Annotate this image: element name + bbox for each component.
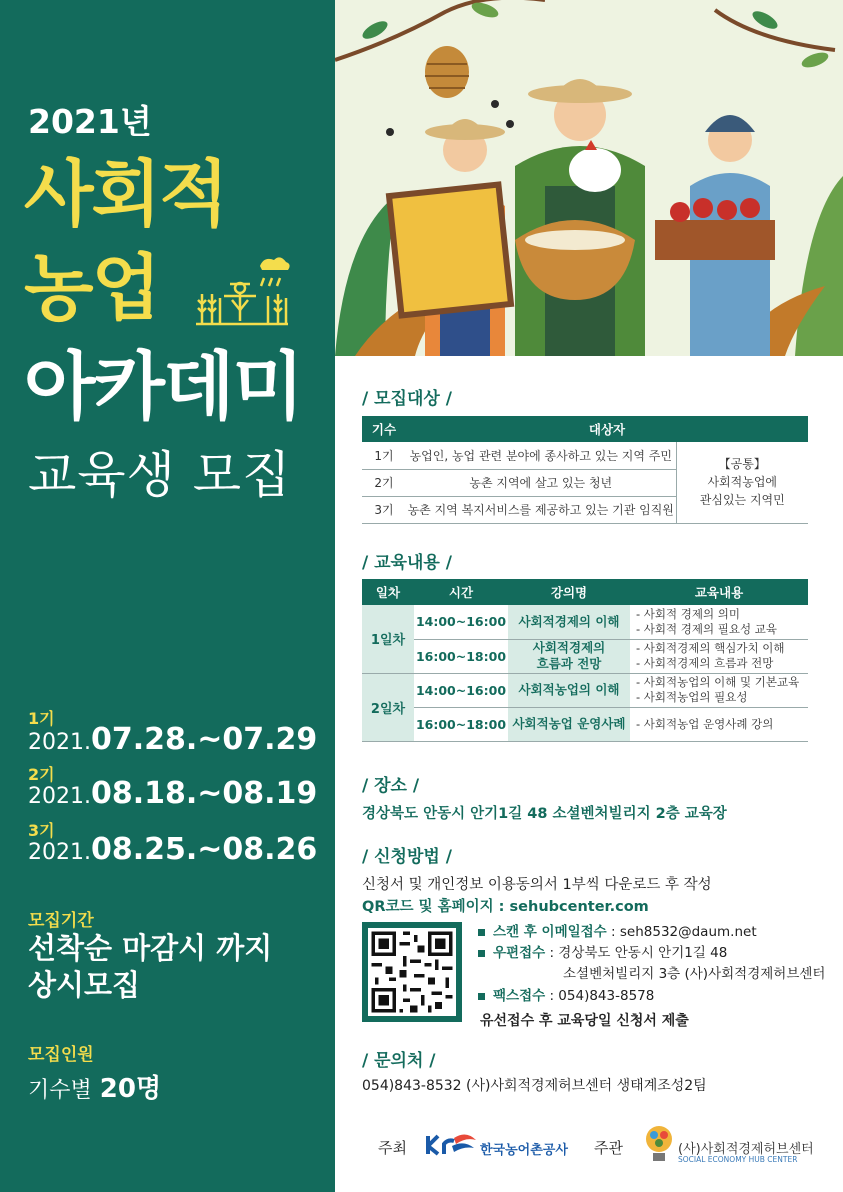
common-line-1: 사회적농업에 (707, 475, 778, 490)
count-value: 20명 (99, 1074, 162, 1104)
recruit-count (28, 1068, 161, 1105)
edu-desc-line: - 사회적경제의 흐름과 전망 (636, 656, 774, 670)
farmers-image (335, 0, 843, 356)
apply-website[interactable]: QR코드 및 홈페이지 : sehubcenter.com (362, 899, 649, 915)
bullet-icon (478, 929, 485, 936)
edu-desc-line: - 사회적농업의 필요성 (636, 690, 748, 704)
edu-desc-line: - 사회적농업 운영사례 강의 (636, 716, 774, 731)
period-label: 모집기간 (28, 911, 94, 931)
edu-desc-line: - 사회적 경제의 필요성 교육 (636, 621, 777, 636)
count-prefix: 기수별 (28, 1078, 92, 1103)
period-line-2: 상시모집 (28, 968, 141, 1002)
poster-year: 2021년 (28, 102, 152, 141)
target-no: 2기 (362, 469, 406, 496)
target-no: 3기 (362, 496, 406, 523)
qr-code[interactable] (362, 922, 462, 1022)
schedule-3-label: 3기 (28, 821, 55, 840)
farm-scarecrow-icon (190, 252, 294, 326)
edu-col-day: 일차 (362, 579, 414, 605)
apply-email-label: 스캔 후 이메일접수 (493, 924, 607, 940)
common-line-2: 관심있는 지역민 (699, 493, 785, 508)
edu-col-content: 교육내용 (630, 579, 808, 605)
edu-desc (630, 639, 808, 673)
krc-logo-icon (424, 1128, 478, 1162)
contact-heading: / 문의처 / (362, 1051, 436, 1071)
count-label: 모집인원 (28, 1045, 94, 1065)
schedule-2-date (28, 776, 317, 811)
schedule-2-label: 2기 (28, 765, 55, 784)
target-desc: 농촌 지역 복지서비스를 제공하고 있는 기관 임직원 (406, 496, 676, 523)
edu-lecture (508, 639, 630, 673)
target-common (676, 442, 808, 523)
schedule-1-label: 1기 (28, 709, 55, 728)
edu-lecture: 사회적농업 운영사례 (508, 707, 630, 741)
edu-lecture: 사회적농업의 이해 (508, 673, 630, 707)
edu-desc (630, 673, 808, 707)
qr-code-icon (368, 928, 456, 1016)
edu-day-1: 1일차 (362, 605, 414, 673)
apply-fax (478, 984, 654, 1004)
organizer-label: 주관 (594, 1139, 623, 1157)
apply-mail-label: 우편접수 (493, 945, 546, 961)
apply-instruction: 신청서 및 개인정보 이용동의서 1부씩 다운로드 후 작성 (362, 877, 712, 893)
place-address: 경상북도 안동시 안기1길 48 소셜벤처빌리지 2층 교육장 (362, 806, 727, 822)
target-desc: 농업인, 농업 관련 분야에 종사하고 있는 지역 주민 (406, 442, 676, 469)
bullet-icon (478, 993, 485, 1000)
apply-email (478, 920, 757, 940)
schedule-1-date (28, 722, 317, 757)
target-heading: / 모집대상 / (362, 389, 452, 409)
organizer-en: SOCIAL ECONOMY HUB CENTER (678, 1155, 798, 1164)
edu-lecture-line: 사회적경제의 (532, 639, 606, 655)
edu-desc (630, 605, 808, 639)
title-line-4: 교육생 모집 (28, 446, 292, 504)
table-row (362, 442, 808, 469)
apply-heading: / 신청방법 / (362, 847, 452, 867)
target-table (362, 416, 808, 524)
target-header-row (362, 416, 808, 442)
apply-note: 유선접수 후 교육당일 신청서 제출 (480, 1013, 689, 1029)
edu-lecture-line: 흐름과 전망 (536, 656, 602, 671)
host-name: 한국농어촌공사 (480, 1143, 568, 1158)
edu-desc-line: - 사회적농업의 이해 및 기본교육 (636, 675, 800, 690)
apply-mail-value: : 경상북도 안동시 안기1길 48 (545, 945, 728, 961)
table-row (362, 673, 808, 707)
edu-time: 16:00~18:00 (414, 707, 508, 741)
edu-header-row (362, 579, 808, 605)
period-line-1: 선착순 마감시 까지 (28, 931, 273, 965)
table-row (362, 707, 808, 741)
host-label: 주최 (378, 1139, 407, 1157)
table-row (362, 605, 808, 639)
schedule-1-year: 2021. (28, 730, 91, 755)
edu-lecture: 사회적경제의 이해 (508, 605, 630, 639)
schedule-3-year: 2021. (28, 840, 91, 865)
bullet-icon (478, 950, 485, 957)
hub-center-logo-icon (642, 1124, 676, 1164)
organizer-name: (사)사회적경제허브센터 (678, 1142, 814, 1157)
target-col-audience: 대상자 (406, 416, 808, 442)
title-line-3: 아카데미 (24, 344, 302, 430)
edu-heading: / 교육내용 / (362, 553, 452, 573)
target-col-term: 기수 (362, 416, 406, 442)
common-label: 【공통】 (718, 457, 766, 472)
edu-table (362, 579, 808, 742)
left-panel (0, 0, 335, 1192)
apply-email-value[interactable]: : seh8532@daum.net (606, 924, 757, 940)
edu-day-2: 2일차 (362, 673, 414, 741)
place-heading: / 장소 / (362, 776, 420, 796)
edu-desc-line: - 사회적 경제의 의미 (636, 606, 740, 621)
edu-time: 14:00~16:00 (414, 605, 508, 639)
target-no: 1기 (362, 442, 406, 469)
schedule-3-date (28, 832, 317, 867)
apply-mail-value-2: 소셜벤처빌리지 3층 (사)사회적경제허브센터 (563, 966, 826, 982)
contact-text: 054)843-8532 (사)사회적경제허브센터 생태계조성2팀 (362, 1078, 707, 1094)
edu-col-time: 시간 (414, 579, 508, 605)
apply-fax-value: : 054)843-8578 (545, 988, 655, 1004)
target-desc: 농촌 지역에 살고 있는 청년 (406, 469, 676, 496)
edu-desc-line: - 사회적경제의 핵심가치 이해 (636, 641, 785, 656)
schedule-2-year: 2021. (28, 784, 91, 809)
edu-time: 14:00~16:00 (414, 673, 508, 707)
schedule-2-range: 08.18.~08.19 (90, 776, 318, 811)
edu-desc (630, 707, 808, 741)
title-line-1: 사회적 (24, 152, 227, 236)
farmers-illustration (335, 0, 843, 356)
edu-col-lecture: 강의명 (508, 579, 630, 605)
schedule-1-range: 07.28.~07.29 (90, 722, 318, 757)
apply-fax-label: 팩스접수 (493, 988, 546, 1004)
schedule-3-range: 08.25.~08.26 (90, 832, 318, 867)
apply-mail (478, 941, 727, 961)
table-row (362, 639, 808, 673)
edu-time: 16:00~18:00 (414, 639, 508, 673)
title-line-2: 농업 (24, 246, 160, 330)
